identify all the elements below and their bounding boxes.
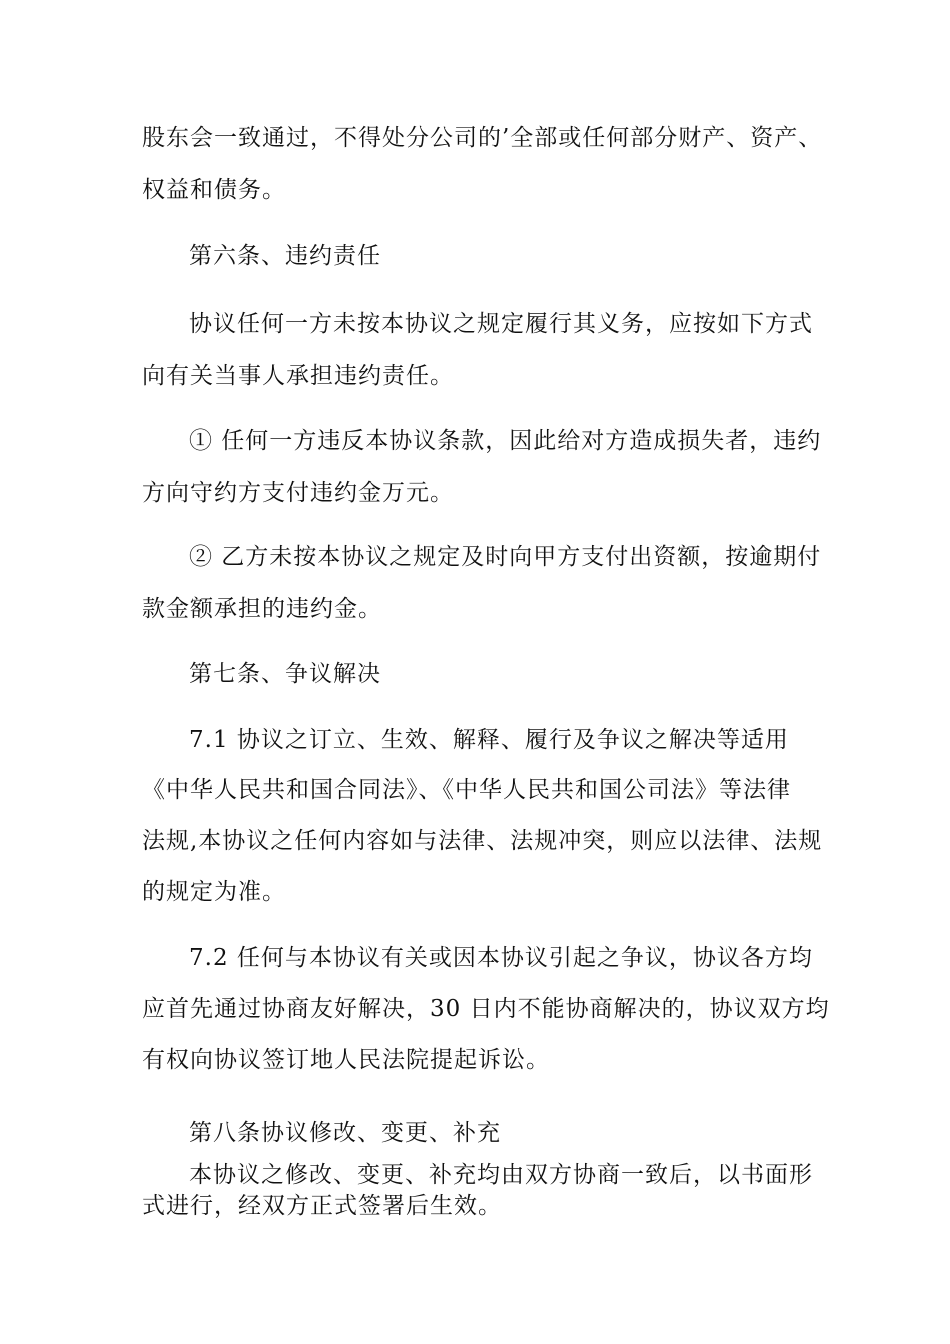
list-item-line: 款金额承担的违约金。 (142, 596, 382, 622)
paragraph-line: 权益和债务。 (142, 177, 286, 203)
paragraph-line: 7.2 任何与本协议有关或因本协议引起之争议，协议各方均 (189, 945, 813, 971)
paragraph-line: 式进行，经双方正式签署后生效。 (142, 1193, 502, 1219)
paragraph-line: 有权向协议签订地人民法院提起诉讼。 (142, 1047, 550, 1073)
list-item-line: ① 任何一方违反本协议条款，因此给对方造成损失者，违约 (189, 428, 822, 454)
paragraph-line: 7.1 协议之订立、生效、解释、履行及争议之解决等适用 (189, 727, 789, 753)
paragraph-line: 的规定为准。 (142, 879, 286, 905)
section-heading: 第七条、争议解决 (189, 661, 381, 687)
paragraph-line: 应首先通过协商友好解决，30 日内不能协商解决的，协议双方均 (142, 996, 830, 1022)
paragraph-line: 本协议之修改、变更、补充均由双方协商一致后，以书面形 (189, 1162, 813, 1188)
paragraph-line: 向有关当事人承担违约责任。 (142, 363, 454, 389)
section-heading: 第六条、违约责任 (189, 243, 381, 269)
list-item-line: 方向守约方支付违约金万元。 (142, 480, 454, 506)
section-heading: 第八条协议修改、变更、补充 (189, 1120, 501, 1146)
list-item-line: ② 乙方未按本协议之规定及时向甲方支付出资额，按逾期付 (189, 544, 822, 570)
paragraph-line: 法规,本协议之任何内容如与法律、法规冲突，则应以法律、法规 (142, 828, 823, 854)
paragraph-line: 《中华人民共和国合同法》、《中华人民共和国公司法》等法律 (142, 777, 791, 803)
paragraph-line: 股东会一致通过，不得处分公司的’全部或任何部分财产、资产、 (142, 125, 823, 151)
paragraph-line: 协议任何一方未按本协议之规定履行其义务，应按如下方式 (189, 311, 813, 337)
